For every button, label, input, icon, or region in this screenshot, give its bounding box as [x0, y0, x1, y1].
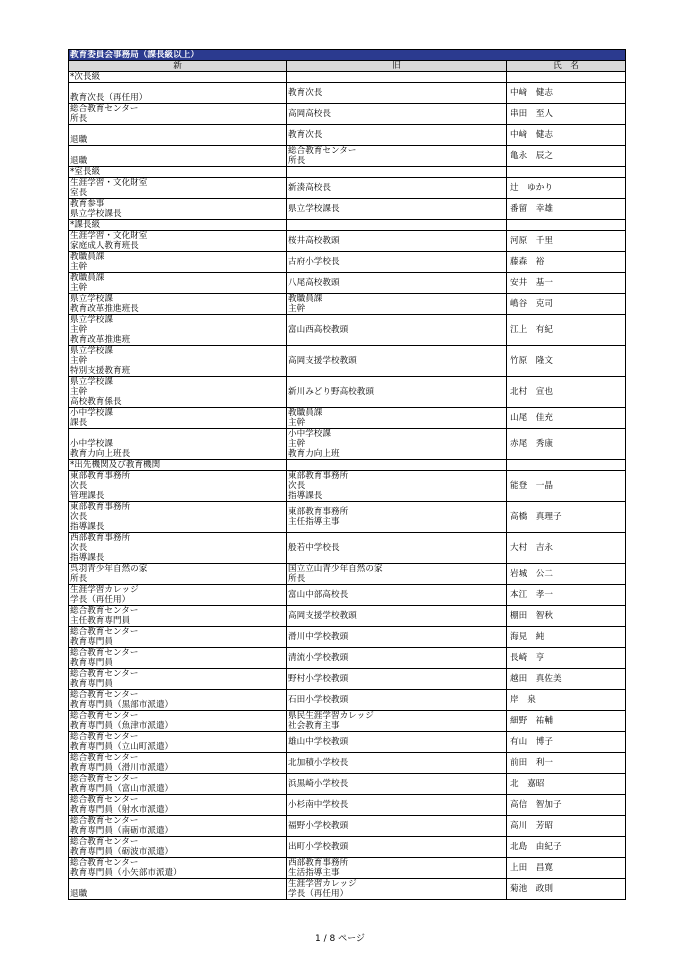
- old-position-line: 高岡支援学校教頭: [288, 611, 357, 621]
- table-row: [69, 585, 626, 606]
- table-row: [69, 273, 626, 294]
- new-position-line: 教育専門員（砺波市派遣）: [70, 847, 174, 857]
- person-name: 北 嘉昭: [507, 774, 626, 795]
- new-position-line: 次長: [70, 512, 88, 522]
- new-position-line: 総合教育センター: [70, 711, 139, 721]
- empty-cell: [287, 220, 507, 231]
- new-position-cell: [69, 669, 287, 690]
- new-position-line: 室長: [70, 188, 88, 198]
- new-position-cell: [69, 879, 287, 900]
- old-position-cell: [287, 294, 507, 315]
- new-position-cell: [69, 858, 287, 879]
- new-position-cell: [69, 711, 287, 732]
- new-position-line: 教職員課: [70, 252, 105, 262]
- person-name: 能登 一晶: [507, 471, 626, 502]
- new-position-cell: [69, 564, 287, 585]
- old-position-line: 教職員課: [288, 294, 323, 304]
- new-position-line: 教育改革推進班長: [70, 304, 139, 314]
- new-position-line: 主幹: [70, 325, 88, 335]
- table-row: [69, 795, 626, 816]
- new-position-cell: [69, 732, 287, 753]
- table-row: [69, 837, 626, 858]
- new-position-line: 管理課長: [70, 491, 105, 501]
- person-name: 前田 利一: [507, 753, 626, 774]
- section-label: *出先機関及び教育機関: [69, 460, 287, 471]
- new-position-line: 次長: [70, 543, 88, 553]
- new-position-cell: [69, 252, 287, 273]
- header-name: 氏 名: [507, 61, 626, 72]
- old-position-line: 滑川中学校教頭: [288, 632, 349, 642]
- new-position-line: 主幹: [70, 356, 88, 366]
- old-position-line: 雄山中学校教頭: [288, 737, 349, 747]
- new-position-cell: [69, 125, 287, 146]
- table-row: [69, 377, 626, 408]
- old-position-line: 教育次長: [288, 130, 323, 140]
- old-position-cell: [287, 252, 507, 273]
- old-position-line: 教職員課: [288, 408, 323, 418]
- person-name: 藤森 裕: [507, 252, 626, 273]
- table-row: [69, 146, 626, 167]
- old-position-line: 石田小学校教頭: [288, 695, 349, 705]
- old-position-cell: [287, 564, 507, 585]
- old-position-cell: [287, 83, 507, 104]
- new-position-line: 学長（再任用）: [70, 595, 131, 605]
- new-position-cell: [69, 690, 287, 711]
- old-position-cell: [287, 837, 507, 858]
- old-position-cell: [287, 315, 507, 346]
- old-position-line: 県立学校課長: [288, 204, 340, 214]
- person-name: 串田 至人: [507, 104, 626, 125]
- person-name: 高信 智加子: [507, 795, 626, 816]
- new-position-line: 教育専門員: [70, 679, 113, 689]
- new-position-cell: [69, 837, 287, 858]
- old-position-cell: [287, 533, 507, 564]
- old-position-cell: [287, 146, 507, 167]
- table-row: [69, 879, 626, 900]
- old-position-line: 県民生涯学習カレッジ: [288, 711, 374, 721]
- section-row: [69, 460, 626, 471]
- table-row: [69, 104, 626, 125]
- old-position-line: 浜黒崎小学校長: [288, 779, 349, 789]
- new-position-cell: [69, 774, 287, 795]
- old-position-cell: [287, 816, 507, 837]
- old-position-line: 古府小学校長: [288, 257, 340, 267]
- new-position-line: 呉羽青少年自然の家: [70, 564, 148, 574]
- new-position-line: 総合教育センター: [70, 648, 139, 658]
- new-position-line: 高校教育係長: [70, 397, 122, 407]
- old-position-line: 主幹: [288, 418, 306, 428]
- table-title: 教育委員会事務局（課長級以上）: [69, 50, 626, 61]
- person-name: 山尾 佳充: [507, 408, 626, 429]
- old-position-line: 教育次長: [288, 88, 323, 98]
- person-name: 大村 吉永: [507, 533, 626, 564]
- new-position-line: 西部教育事務所: [70, 533, 131, 543]
- old-position-line: 教育力向上班: [288, 449, 340, 459]
- new-position-line: 所長: [70, 114, 88, 124]
- new-position-cell: [69, 104, 287, 125]
- old-position-cell: [287, 606, 507, 627]
- table-row: [69, 690, 626, 711]
- old-position-line: 清流小学校教頭: [288, 653, 349, 663]
- new-position-cell: [69, 146, 287, 167]
- new-position-cell: [69, 816, 287, 837]
- new-position-line: 教育専門員（滑川市派遣）: [70, 763, 174, 773]
- new-position-cell: [69, 502, 287, 533]
- new-position-line: 所長: [70, 574, 88, 584]
- new-position-line: 主幹: [70, 387, 88, 397]
- old-position-cell: [287, 795, 507, 816]
- old-position-cell: [287, 753, 507, 774]
- old-position-line: 主任指導主事: [288, 517, 340, 527]
- new-position-line: 教育専門員（富山市派遣）: [70, 784, 174, 794]
- new-position-line: 教職員課: [70, 273, 105, 283]
- table-row: [69, 858, 626, 879]
- old-position-cell: [287, 231, 507, 252]
- table-row: [69, 774, 626, 795]
- old-position-line: 東部教育事務所: [288, 471, 349, 481]
- old-position-line: 主幹: [288, 304, 306, 314]
- table-row: [69, 408, 626, 429]
- person-name: 赤尾 秀康: [507, 429, 626, 460]
- section-row: [69, 167, 626, 178]
- new-position-line: 課長: [70, 418, 88, 428]
- old-position-line: 総合教育センター: [288, 146, 357, 156]
- new-position-cell: [69, 377, 287, 408]
- new-position-line: 特別支援教育班: [70, 366, 131, 376]
- table-row: [69, 252, 626, 273]
- new-position-line: 生涯学習・文化財室: [70, 178, 148, 188]
- old-position-cell: [287, 690, 507, 711]
- new-position-line: 指導課長: [70, 522, 105, 532]
- table-row: [69, 648, 626, 669]
- new-position-cell: [69, 585, 287, 606]
- old-position-cell: [287, 199, 507, 220]
- old-position-cell: [287, 732, 507, 753]
- new-position-line: 教育専門員（小矢部市派遣）: [70, 868, 182, 878]
- header-new: 新: [69, 61, 287, 72]
- new-position-cell: [69, 429, 287, 460]
- old-position-cell: [287, 104, 507, 125]
- empty-cell: [507, 167, 626, 178]
- new-position-line: 主幹: [70, 262, 88, 272]
- old-position-line: 富山西高校教頭: [288, 325, 349, 335]
- old-position-cell: [287, 879, 507, 900]
- person-name: 高川 芳昭: [507, 816, 626, 837]
- new-position-line: 教育力向上班長: [70, 449, 131, 459]
- new-position-cell: [69, 294, 287, 315]
- old-position-cell: [287, 627, 507, 648]
- old-position-line: 出町小学校教頭: [288, 842, 349, 852]
- person-name: 江上 有紀: [507, 315, 626, 346]
- old-position-line: 主幹: [288, 439, 306, 449]
- table-row: [69, 753, 626, 774]
- section-label: *室長級: [69, 167, 287, 178]
- section-label: *課長級: [69, 220, 287, 231]
- new-position-cell: [69, 346, 287, 377]
- new-position-cell: [69, 648, 287, 669]
- old-position-line: 福野小学校教頭: [288, 821, 349, 831]
- new-position-cell: [69, 83, 287, 104]
- new-position-line: 総合教育センター: [70, 774, 139, 784]
- personnel-table: [68, 49, 626, 900]
- table-row: [69, 816, 626, 837]
- old-position-line: 西部教育事務所: [288, 858, 349, 868]
- person-name: 岸 泉: [507, 690, 626, 711]
- new-position-line: 生涯学習カレッジ: [70, 585, 139, 595]
- person-name: 有山 博子: [507, 732, 626, 753]
- new-position-line: 総合教育センター: [70, 732, 139, 742]
- old-position-line: 高岡支援学校教頭: [288, 356, 357, 366]
- person-name: 長崎 亨: [507, 648, 626, 669]
- table-row: [69, 502, 626, 533]
- new-position-line: 生涯学習・文化財室: [70, 231, 148, 241]
- new-position-line: 小中学校課: [70, 408, 113, 418]
- person-name: 岩城 公二: [507, 564, 626, 585]
- empty-cell: [507, 72, 626, 83]
- new-position-cell: [69, 315, 287, 346]
- table-row: [69, 627, 626, 648]
- new-position-line: 主任教育専門員: [70, 616, 131, 626]
- old-position-line: 生涯学習カレッジ: [288, 879, 357, 889]
- old-position-line: 指導課長: [288, 491, 323, 501]
- table-row: [69, 199, 626, 220]
- new-position-cell: [69, 231, 287, 252]
- empty-cell: [507, 460, 626, 471]
- table-row: [69, 471, 626, 502]
- table-row: [69, 711, 626, 732]
- table-row: [69, 429, 626, 460]
- new-position-line: 教育改革推進班: [70, 335, 131, 345]
- table-row: [69, 315, 626, 346]
- new-position-line: 教育参事: [70, 199, 105, 209]
- new-position-cell: [69, 471, 287, 502]
- old-position-line: 富山中部高校長: [288, 590, 349, 600]
- table-row: [69, 669, 626, 690]
- section-label: *次長級: [69, 72, 287, 83]
- new-position-line: 総合教育センター: [70, 606, 139, 616]
- new-position-line: 総合教育センター: [70, 690, 139, 700]
- old-position-line: 高岡高校長: [288, 109, 331, 119]
- old-position-cell: [287, 669, 507, 690]
- old-position-cell: [287, 125, 507, 146]
- new-position-cell: [69, 408, 287, 429]
- new-position-line: 教育専門員（立山町派遣）: [70, 742, 174, 752]
- old-position-line: 東部教育事務所: [288, 507, 349, 517]
- old-position-line: 般若中学校長: [288, 543, 340, 553]
- new-position-line: 教育専門員（魚津市派遣）: [70, 721, 174, 731]
- old-position-cell: [287, 648, 507, 669]
- new-position-cell: [69, 606, 287, 627]
- new-position-line: 県立学校課: [70, 346, 113, 356]
- new-position-line: 総合教育センター: [70, 795, 139, 805]
- old-position-line: 生活指導主事: [288, 868, 340, 878]
- table-row: [69, 606, 626, 627]
- person-name: 高橋 真理子: [507, 502, 626, 533]
- old-position-cell: [287, 408, 507, 429]
- old-position-line: 所長: [288, 574, 306, 584]
- old-position-cell: [287, 858, 507, 879]
- old-position-line: 小中学校課: [288, 429, 331, 439]
- old-position-line: 次長: [288, 481, 306, 491]
- table-row: [69, 83, 626, 104]
- table-row: [69, 732, 626, 753]
- old-position-line: 学長（再任用）: [288, 889, 349, 899]
- new-position-cell: [69, 795, 287, 816]
- new-position-line: 次長: [70, 481, 88, 491]
- person-name: 中﨑 健志: [507, 83, 626, 104]
- new-position-cell: [69, 273, 287, 294]
- person-name: 棚田 智秋: [507, 606, 626, 627]
- old-position-cell: [287, 273, 507, 294]
- page-number: 1 / 8 ページ: [315, 934, 365, 944]
- new-position-line: 主幹: [70, 283, 88, 293]
- old-position-cell: [287, 429, 507, 460]
- old-position-line: 野村小学校教頭: [288, 674, 349, 684]
- new-position-line: 退職: [70, 135, 88, 145]
- old-position-cell: [287, 471, 507, 502]
- new-position-line: 小中学校課: [70, 439, 113, 449]
- person-name: 上田 昌寛: [507, 858, 626, 879]
- old-position-cell: [287, 346, 507, 377]
- new-position-line: 総合教育センター: [70, 858, 139, 868]
- new-position-line: 総合教育センター: [70, 753, 139, 763]
- table-row: [69, 564, 626, 585]
- new-position-line: 総合教育センター: [70, 837, 139, 847]
- new-position-line: 県立学校課: [70, 294, 113, 304]
- empty-cell: [507, 220, 626, 231]
- old-position-cell: [287, 178, 507, 199]
- old-position-line: 北加積小学校長: [288, 758, 349, 768]
- new-position-line: 家庭成人教育班長: [70, 241, 139, 251]
- person-name: 北村 宣也: [507, 377, 626, 408]
- old-position-line: 桜井高校教頭: [288, 236, 340, 246]
- person-name: 越田 真佐美: [507, 669, 626, 690]
- new-position-line: 教育専門員: [70, 658, 113, 668]
- old-position-line: 所長: [288, 156, 306, 166]
- old-position-line: 社会教育主事: [288, 721, 340, 731]
- new-position-cell: [69, 178, 287, 199]
- new-position-line: 指導課長: [70, 553, 105, 563]
- new-position-line: 教育専門員（黒部市派遣）: [70, 700, 174, 710]
- empty-cell: [287, 72, 507, 83]
- new-position-line: 退職: [70, 889, 88, 899]
- table-row: [69, 346, 626, 377]
- person-name: 細野 祐輔: [507, 711, 626, 732]
- old-position-cell: [287, 502, 507, 533]
- new-position-line: 教育専門員: [70, 637, 113, 647]
- new-position-line: 県立学校課: [70, 377, 113, 387]
- header-old: 旧: [287, 61, 507, 72]
- table-row: [69, 178, 626, 199]
- table-row: [69, 231, 626, 252]
- section-row: [69, 220, 626, 231]
- person-name: 河原 千里: [507, 231, 626, 252]
- old-position-cell: [287, 585, 507, 606]
- person-name: 菊池 政則: [507, 879, 626, 900]
- person-name: 中﨑 健志: [507, 125, 626, 146]
- new-position-line: 教育専門員（南砺市派遣）: [70, 826, 174, 836]
- person-name: 竹原 隆文: [507, 346, 626, 377]
- empty-cell: [287, 167, 507, 178]
- new-position-line: 総合教育センター: [70, 627, 139, 637]
- table-header-row: [69, 61, 626, 72]
- person-name: 北島 由紀子: [507, 837, 626, 858]
- person-name: 本江 孝一: [507, 585, 626, 606]
- table-row: [69, 125, 626, 146]
- new-position-line: 東部教育事務所: [70, 502, 131, 512]
- person-name: 海見 純: [507, 627, 626, 648]
- table-row: [69, 294, 626, 315]
- new-position-line: 県立学校課長: [70, 209, 122, 219]
- old-position-cell: [287, 377, 507, 408]
- person-name: 辻 ゆかり: [507, 178, 626, 199]
- person-name: 亀永 辰之: [507, 146, 626, 167]
- new-position-line: 総合教育センター: [70, 669, 139, 679]
- new-position-cell: [69, 199, 287, 220]
- old-position-line: 新川みどり野高校教頭: [288, 387, 374, 397]
- new-position-line: 教育次長（再任用）: [70, 93, 148, 103]
- old-position-line: 新湊高校長: [288, 183, 331, 193]
- new-position-cell: [69, 533, 287, 564]
- person-name: 安井 基一: [507, 273, 626, 294]
- new-position-cell: [69, 753, 287, 774]
- old-position-cell: [287, 711, 507, 732]
- table-row: [69, 533, 626, 564]
- person-name: 番留 幸雄: [507, 199, 626, 220]
- new-position-line: 教育専門員（射水市派遣）: [70, 805, 174, 815]
- old-position-line: 八尾高校教頭: [288, 278, 340, 288]
- new-position-line: 東部教育事務所: [70, 471, 131, 481]
- new-position-line: 総合教育センター: [70, 104, 139, 114]
- old-position-line: 小杉南中学校長: [288, 800, 349, 810]
- person-name: 嶋谷 克司: [507, 294, 626, 315]
- new-position-line: 退職: [70, 156, 88, 166]
- old-position-line: 国立立山青少年自然の家: [288, 564, 383, 574]
- new-position-line: 県立学校課: [70, 315, 113, 325]
- old-position-cell: [287, 774, 507, 795]
- table-title-row: [69, 50, 626, 61]
- empty-cell: [287, 460, 507, 471]
- new-position-line: 総合教育センター: [70, 816, 139, 826]
- section-row: [69, 72, 626, 83]
- new-position-cell: [69, 627, 287, 648]
